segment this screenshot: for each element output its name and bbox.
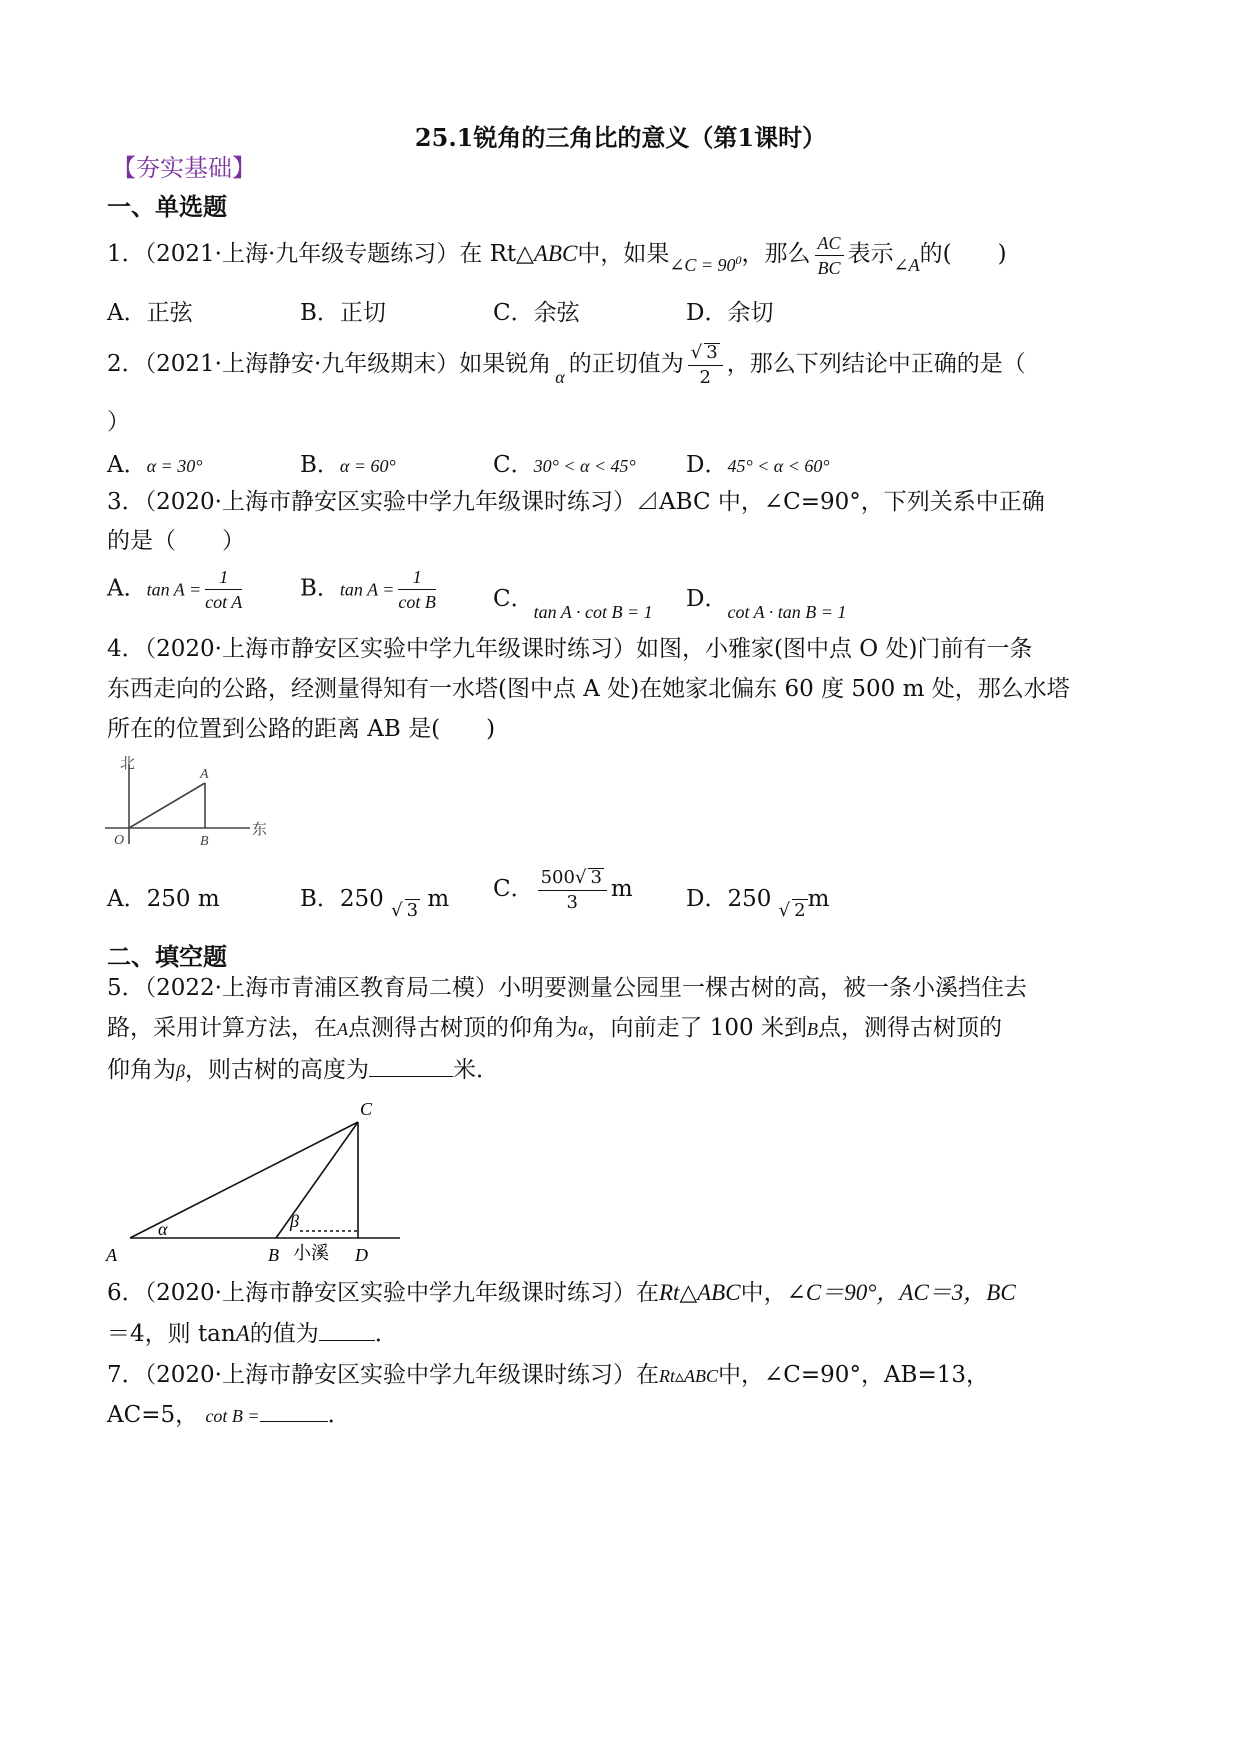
q4-text-line2: 东西走向的公路，经测量得知有一水塔(图中点 A 处)在她家北偏东 60 度 500 m 处，那么水塔 [107,676,1070,702]
q5-figure [100,1095,420,1275]
question-3 [107,480,1045,524]
point-c-label: C [360,1099,373,1119]
q6-text-line2: ＝4，则 tanA的值为 ． [107,1321,398,1347]
q7-number: 7． [107,1362,145,1388]
q1-text: 在 [459,241,483,267]
stream-label: 小溪 [293,1243,329,1263]
q2-option-a[interactable]: A．α = 30° [107,452,203,478]
q3-option-a[interactable]: A．tan A = $\frac{1}{\text{cot A}}$ [107,567,243,612]
question-5 [107,966,1027,1010]
point-o-label: O [114,833,125,848]
q4-text-line3: 所在的位置到公路的距离 AB 是( ) [107,716,496,742]
q6-answer-blank[interactable] [319,1340,375,1341]
q4-option-b[interactable]: B．250 $_{√ 3}$ m [300,886,450,921]
q3-option-d[interactable]: D．$_{cot A \cdot tan B = 1}$ [686,586,847,622]
q7-answer-blank[interactable] [260,1421,328,1422]
beta-label: β [290,1211,299,1231]
question-7: 7．（2020·上海市静安区实验中学九年级课时练习）在Rt▵ABC中，∠C=90°，AB=13， [107,1362,989,1388]
question-6: 6．（2020·上海市静安区实验中学九年级课时练习）在Rt△ABC中，∠C＝90°，AC＝3，BC [107,1280,1016,1306]
q6-number: 6． [107,1280,145,1306]
question-4 [107,627,1032,671]
q7-source: （2020·上海市静安区实验中学九年级课时练习） [144,1362,636,1388]
q1-option-d[interactable]: D．余切 [686,300,774,326]
q1-option-a[interactable]: A．正弦 [107,300,193,326]
q4-option-c[interactable]: C． $\frac{500√ 3}{3}$ m [493,867,633,913]
q4-option-a[interactable]: A．250 m [107,886,220,912]
q2-source: （2021·上海静安·九年级期末） [144,351,460,377]
q1-angle: ∠C = 900 [669,253,742,275]
part1-heading: 一、单选题 [107,192,227,221]
q3-option-b[interactable]: B．tan A = $\frac{1}{\text{cot B}}$ [300,567,436,612]
q2-text: 的正切值为 [568,351,684,377]
line-oa [129,783,205,828]
alpha-label: α [158,1219,168,1239]
q6-source: （2020·上海市静安区实验中学九年级课时练习） [144,1280,636,1306]
q1-source: （2021·上海·九年级专题练习） [144,241,460,267]
q1-number: 1． [107,241,145,267]
q5-answer-blank[interactable] [369,1076,453,1077]
east-label: 东 [252,822,268,838]
q2-alpha: α [555,367,565,387]
q2-option-d[interactable]: D．45° < α < 60° [686,452,830,478]
q1-angle-a: ∠A [893,255,920,275]
q4-figure [100,750,280,855]
q3-source: （2020·上海市静安区实验中学九年级课时练习） [144,489,636,515]
q2-text: 如果锐角 [459,351,552,377]
question-1 [107,228,1007,277]
question-2 [107,342,1026,387]
q1-option-c[interactable]: C．余弦 [493,300,580,326]
q1-text: 表示 [847,241,894,267]
q3-option-c[interactable]: C．$_{tan A \cdot cot B = 1}$ [493,586,653,622]
point-a-label: A [106,1245,117,1265]
q1-fraction: $\frac{AC}{BC}$ [815,234,844,277]
north-label: 北 [120,756,136,772]
q4-number: 4． [107,636,145,662]
q5-text-line3: 仰角为β，则古树的高度为 米． [107,1057,499,1083]
page-title: 25.1锐角的三角比的意义（第1课时） [414,123,827,152]
q3-number: 3． [107,489,145,515]
q7-text-line2: AC=5， cot B = ． [107,1402,351,1428]
q4-source: （2020·上海市静安区实验中学九年级课时练习） [144,636,636,662]
q4-text: 如图，小雅家(图中点 O 处)门前有一条 [636,636,1033,662]
q2-option-c[interactable]: C．30° < α < 45° [493,452,636,478]
q1-text: 的( ) [919,241,1007,267]
point-b-label: B [200,834,209,849]
section-foundation-label: 【夯实基础】 [112,154,256,182]
q2-option-b[interactable]: B．α = 60° [300,452,396,478]
q2-number: 2． [107,351,145,377]
q2-text: ，那么下列结论中正确的是（ [726,351,1026,377]
point-a-label: A [200,767,209,782]
q2-fraction: $\frac{√ 3}{2}$ [688,343,723,387]
point-d-label: D [355,1245,368,1265]
line-bc [276,1122,358,1238]
q1-option-b[interactable]: B．正切 [300,300,386,326]
point-b-label: B [268,1245,279,1265]
q1-text: ，那么 [741,241,811,267]
q5-number: 5． [107,975,145,1001]
q5-text-line2: 路，采用计算方法，在A点测得古树顶的仰角为α，向前走了 100 米到B点，测得古树顶的 [107,1015,1002,1041]
q2-close-paren: ） [107,409,130,435]
q4-option-d[interactable]: D．250 $_{√ 2}$m [686,886,830,921]
part2-heading: 二、填空题 [107,942,227,971]
q1-rt: Rt△ [489,241,534,267]
q1-text: 中，如果 [577,241,670,267]
q3-text-line2: 的是（ ） [107,528,245,554]
q5-source: （2022·上海市青浦区教育局二模） [144,975,498,1001]
q3-text: ⊿ABC 中，∠C=90°，下列关系中正确 [636,489,1045,515]
q1-triangle: ABC [533,241,578,266]
q5-text: 小明要测量公园里一棵古树的高，被一条小溪挡住去 [498,975,1027,1001]
